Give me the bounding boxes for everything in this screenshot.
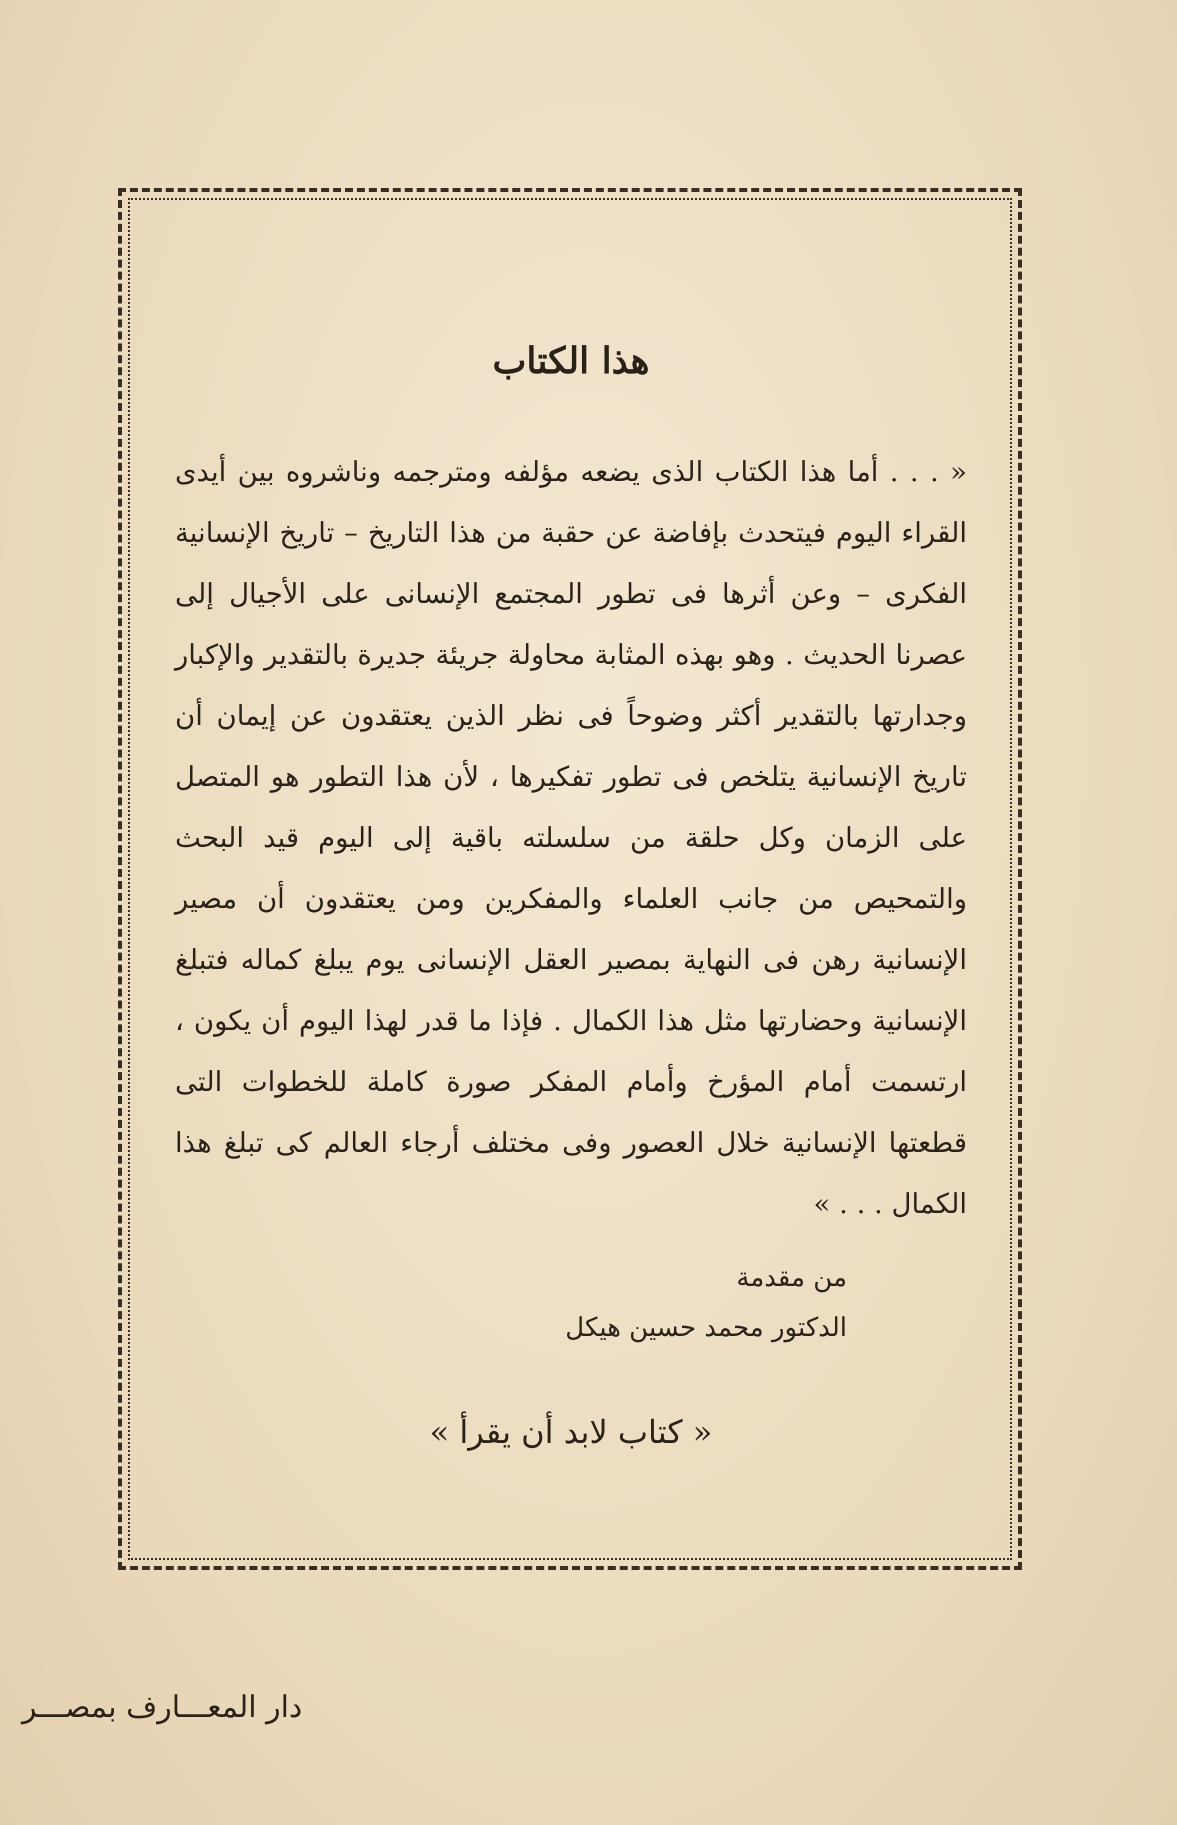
publisher-name: دار المعـــارف بمصـــر [22, 1690, 303, 1725]
attribution [175, 1253, 967, 1353]
page-title: هذا الكتاب [492, 340, 650, 382]
intro-quote: « . . . أما هذا الكتاب الذى يضعه مؤلفه ومترجمه وناشروه بين أيدى القراء اليوم فيتحدث بإفاضة عن حقبة من هذا التاريخ – تاريخ الإنسانية الفكرى – وعن أثرها فى تطور المجتمع الإنسانى على الأجيال إلى عصرنا الحديث . وهو بهذه المثابة محاولة جريئة جديرة بالتقدير والإكبار وجدارتها بالتقدير أكثر وضوحاً فى نظر الذين يعتقدون عن إيمان أن تاريخ الإنسانية يتلخص فى تطور تفكيرها ، لأن هذا التطور هو المتصل على الزمان وكل حلقة من سلسلته باقية إلى اليوم قيد البحث والتمحيص من جانب العلماء والمفكرين ومن يعتقدون أن مصير الإنسانية رهن فى النهاية بمصير العقل الإنسانى يوم يبلغ كماله فتبلغ الإنسانية وحضارتها مثل هذا الكمال . فإذا ما قدر لهذا اليوم أن يكون ، ارتسمت أمام المؤرخ وأمام المفكر صورة كاملة للخطوات التى قطعتها الإنسانية خلال العصور وفى مختلف أرجاء العالم كى تبلغ هذا الكمال . . . » [175, 456, 967, 1220]
attribution-author: الدكتور محمد حسين هيكل [565, 1313, 847, 1343]
attribution-source: من مقدمة [736, 1263, 847, 1293]
main-content [175, 340, 967, 1451]
tagline: « كتاب لابد أن يقرأ » [429, 1413, 713, 1451]
